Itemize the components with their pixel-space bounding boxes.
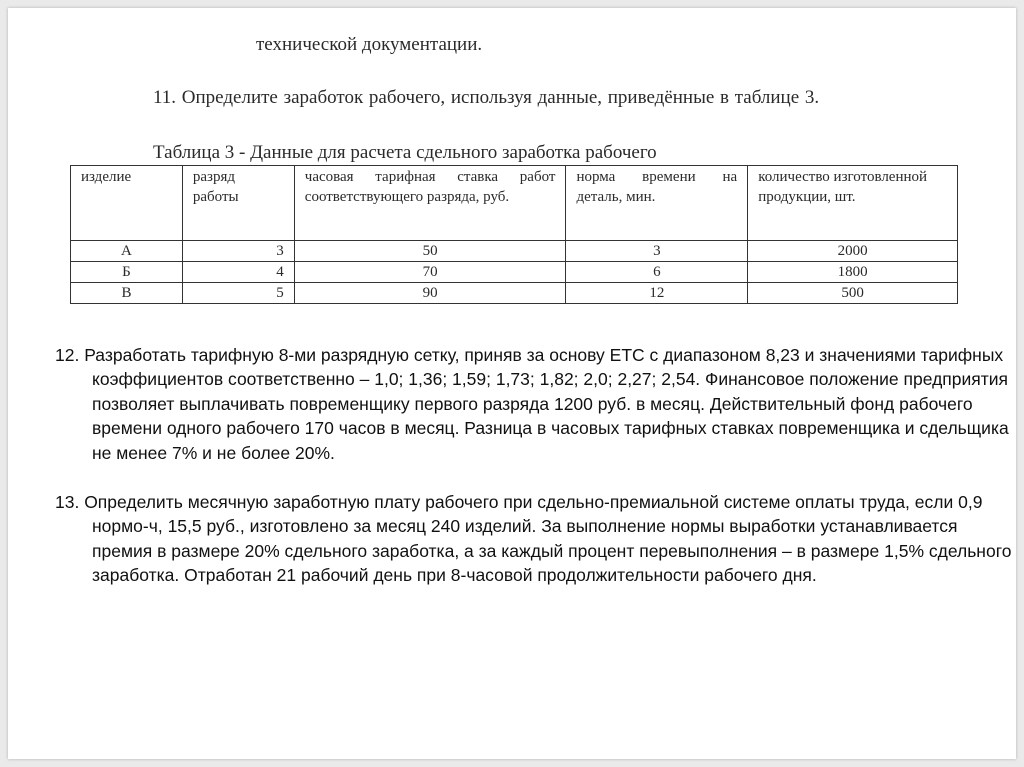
header-cell: норма времени на деталь, мин.: [566, 166, 748, 241]
table-row: [71, 283, 958, 304]
table-row: [71, 262, 958, 283]
slide: [8, 8, 1016, 759]
table-cell: А: [71, 241, 183, 262]
data-table: [70, 165, 958, 304]
table-cell: 2000: [748, 241, 958, 262]
header-cell: часовая тарифная ставка работ соответствующего разряда, руб.: [294, 166, 566, 241]
table-cell: 5: [182, 283, 294, 304]
table-cell: 3: [566, 241, 748, 262]
table-cell: Б: [71, 262, 183, 283]
task-11-text: 11. Определите заработок рабочего, используя данные, приведённые в таблице 3.: [153, 87, 820, 108]
table-cell: В: [71, 283, 183, 304]
table-cell: 4: [182, 262, 294, 283]
table-header-row: [71, 166, 958, 241]
table-row: [71, 241, 958, 262]
table-cell: 500: [748, 283, 958, 304]
task-12-text: 12. Разработать тарифную 8-ми разрядную сетку, приняв за основу ЕТС с диапазоном 8,23 и значениями тарифных коэффициентов соответственно – 1,0; 1,36; 1,59; 1,73; 1,82; 2,0; 2,27; 2,54. Финансовое положение предприятия позволяет выплачивать повременщику первого разряда 1200 руб. в месяц. Действительный фонд рабочего времени одного рабочего 170 часов в месяц. Разница в часовых тарифных ставках повременщика и сдельщика не менее 7% и не более 20%.: [55, 345, 1009, 463]
table-cell: 3: [182, 241, 294, 262]
table-cell: 70: [294, 262, 566, 283]
table-cell: 6: [566, 262, 748, 283]
table-cell: 90: [294, 283, 566, 304]
header-cell: изделие: [71, 166, 183, 241]
header-cell: количество изготовленной продукции, шт.: [748, 166, 958, 241]
doc-line-technical-documentation: технической документации.: [256, 34, 483, 55]
header-cell: разряд работы: [182, 166, 294, 241]
table-cell: 50: [294, 241, 566, 262]
task-13-text: 13. Определить месячную заработную плату рабочего при сдельно-премиальной системе оплаты труда, если 0,9 нормо-ч, 15,5 руб., изготовлено за месяц 240 изделий. За выполнение нормы выработки устанавливается премия в размере 20% сдельного заработка, а за каждый процент перевыполнения – в размере 1,5% сдельного заработка. Отработан 21 рабочий день при 8-часовой продолжительности рабочего дня.: [55, 492, 1012, 586]
table-cell: 12: [566, 283, 748, 304]
table-caption: Таблица 3 - Данные для расчета сдельного заработка рабочего: [153, 142, 657, 163]
table-cell: 1800: [748, 262, 958, 283]
